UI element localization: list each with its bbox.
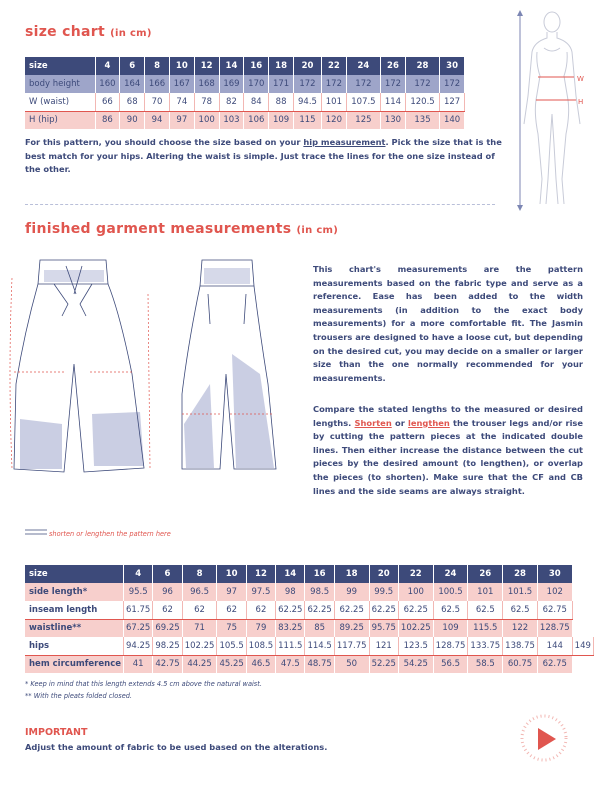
size-header-cell: 22 [321, 57, 346, 75]
table-cell: 102 [537, 583, 572, 601]
table-cell: 120.5 [405, 93, 439, 111]
table-cell: 115 [294, 111, 322, 129]
table-cell: 100 [194, 111, 219, 129]
size-header-cell: 28 [405, 57, 439, 75]
table-header-row [25, 565, 593, 583]
table-cell: 58.5 [468, 655, 503, 673]
important-heading: IMPORTANT [25, 727, 88, 738]
table-cell: 169 [219, 75, 244, 93]
table-cell: 100.5 [433, 583, 468, 601]
size-header-cell: 4 [124, 565, 153, 583]
table-cell: 68 [120, 93, 145, 111]
table-cell: 172 [405, 75, 439, 93]
size-header-cell: 10 [169, 57, 194, 75]
garment-measurements-table [25, 565, 594, 673]
table-cell: 98.5 [305, 583, 334, 601]
row-label: hips [25, 637, 124, 655]
table-cell: 114.5 [305, 637, 334, 655]
garment-title-text: finished garment measurements [25, 221, 292, 237]
size-header-cell: 16 [244, 57, 269, 75]
table-cell: 90 [120, 111, 145, 129]
lengthen-link[interactable]: lengthen [408, 417, 450, 428]
table-cell: 133.75 [468, 637, 503, 655]
table-header-row [25, 57, 465, 75]
table-cell: 82 [219, 93, 244, 111]
table-cell: 86 [95, 111, 120, 129]
table-cell: 62.25 [369, 601, 398, 619]
table-row [25, 655, 593, 673]
table-cell: 46.5 [246, 655, 275, 673]
table-cell: 101 [468, 583, 503, 601]
table-cell: 109 [433, 619, 468, 637]
hip-measurement-link[interactable]: hip measurement [303, 137, 386, 147]
table-cell: 98.25 [153, 637, 182, 655]
table-cell: 96.5 [182, 583, 217, 601]
size-header-cell: 30 [537, 565, 572, 583]
table-cell: 115.5 [468, 619, 503, 637]
size-header-cell: 6 [153, 565, 182, 583]
size-chart-title [25, 24, 152, 40]
size-header-cell: 20 [294, 57, 322, 75]
table-cell: 170 [244, 75, 269, 93]
table-cell: 172 [381, 75, 406, 93]
garment-paragraph-2: Compare the stated lengths to the measured or desired lengths. Shorten or lengthen the trouser legs and/or rise by cutting the pattern pieces at the indicated double lines. Then either increase the distance between the cut pieces by the desired amount (to lengthen), or overlap the pieces (to shorten). Make sure that the CF and CB lines and the side seams are always straight. [313, 404, 583, 496]
table-cell: 95.5 [124, 583, 153, 601]
trouser-front-illustration [4, 254, 154, 482]
size-header-cell: 12 [246, 565, 275, 583]
table-row [25, 75, 465, 93]
table-cell: 62 [153, 601, 182, 619]
size-header-cell: 18 [269, 57, 294, 75]
table-cell: 94 [145, 111, 170, 129]
table-cell: 62.25 [305, 601, 334, 619]
size-chart-unit: (in cm) [110, 28, 152, 39]
waist-marker-label: W [577, 75, 584, 83]
size-header-cell: 26 [468, 565, 503, 583]
brand-logo [514, 708, 574, 768]
table-cell: 74 [169, 93, 194, 111]
table-cell: 62 [246, 601, 275, 619]
table-cell: 97 [217, 583, 246, 601]
size-header-cell: 30 [440, 57, 465, 75]
row-label: side length* [25, 583, 124, 601]
table-cell: 135 [405, 111, 439, 129]
table-cell: 62.75 [537, 655, 572, 673]
table-row [25, 93, 465, 111]
table-cell: 56.5 [433, 655, 468, 673]
table-cell: 138.75 [503, 637, 538, 655]
table-cell: 70 [145, 93, 170, 111]
table-cell: 89.25 [334, 619, 369, 637]
size-header-cell: 28 [503, 565, 538, 583]
table-cell: 99 [334, 583, 369, 601]
table-cell: 102.25 [182, 637, 217, 655]
trouser-back-illustration [164, 254, 284, 482]
size-header-cell: 8 [182, 565, 217, 583]
table-cell: 114 [381, 93, 406, 111]
table-cell: 99.5 [369, 583, 398, 601]
table-row [25, 619, 593, 637]
size-header-label: size [25, 565, 124, 583]
garment-title-unit: (in cm) [296, 225, 339, 236]
table-cell: 83.25 [276, 619, 305, 637]
table-cell: 50 [334, 655, 369, 673]
row-label: waistline** [25, 619, 124, 637]
table-cell: 62.25 [334, 601, 369, 619]
hip-marker-label: H [578, 98, 584, 106]
table-cell: 66 [95, 93, 120, 111]
size-chart-table [25, 57, 465, 129]
table-cell: 101 [321, 93, 346, 111]
table-cell: 172 [346, 75, 380, 93]
table-cell: 164 [120, 75, 145, 93]
table-cell: 78 [194, 93, 219, 111]
table-cell: 140 [440, 111, 465, 129]
row-label: body height [25, 75, 95, 93]
size-chart-title-text: size chart [25, 24, 105, 40]
size-header-cell: 8 [145, 57, 170, 75]
table-cell: 101.5 [503, 583, 538, 601]
size-header-cell: 22 [398, 565, 433, 583]
table-cell: 45.25 [217, 655, 246, 673]
table-cell: 122 [503, 619, 538, 637]
table-cell: 105.5 [217, 637, 246, 655]
size-header-cell: 26 [381, 57, 406, 75]
garment-title [25, 221, 338, 237]
play-icon [538, 728, 556, 750]
table-cell: 121 [369, 637, 398, 655]
table-cell: 61.75 [124, 601, 153, 619]
table-cell: 98 [276, 583, 305, 601]
table-cell: 128.75 [433, 637, 468, 655]
table-cell: 167 [169, 75, 194, 93]
table-cell: 149 [572, 637, 593, 655]
footnote-waistline: ** With the pleats folded closed. [25, 692, 133, 700]
shorten-link[interactable]: Shorten [354, 417, 392, 428]
important-text: Adjust the amount of fabric to be used based on the alterations. [25, 742, 328, 752]
table-cell: 62.5 [468, 601, 503, 619]
table-cell: 172 [294, 75, 322, 93]
table-cell: 130 [381, 111, 406, 129]
size-header-cell: 24 [433, 565, 468, 583]
table-cell: 62.75 [537, 601, 572, 619]
table-cell: 94.25 [124, 637, 153, 655]
size-header-cell: 12 [194, 57, 219, 75]
table-cell: 69.25 [153, 619, 182, 637]
size-header-cell: 4 [95, 57, 120, 75]
table-cell: 41 [124, 655, 153, 673]
table-cell: 94.5 [294, 93, 322, 111]
table-cell: 128.75 [537, 619, 572, 637]
size-header-cell: 18 [334, 565, 369, 583]
table-cell: 96 [153, 583, 182, 601]
table-cell: 120 [321, 111, 346, 129]
table-cell: 47.5 [276, 655, 305, 673]
table-cell: 144 [537, 637, 572, 655]
table-row [25, 637, 593, 655]
table-row [25, 111, 465, 129]
table-cell: 97.5 [246, 583, 275, 601]
table-cell: 109 [269, 111, 294, 129]
table-cell: 100 [398, 583, 433, 601]
size-header-cell: 14 [276, 565, 305, 583]
table-cell: 75 [217, 619, 246, 637]
size-header-cell: 14 [219, 57, 244, 75]
table-cell: 106 [244, 111, 269, 129]
table-cell: 62.5 [433, 601, 468, 619]
table-cell: 54.25 [398, 655, 433, 673]
section-divider [25, 204, 495, 205]
table-cell: 84 [244, 93, 269, 111]
table-cell: 62 [182, 601, 217, 619]
table-cell: 62.25 [398, 601, 433, 619]
size-header-cell: 10 [217, 565, 246, 583]
table-cell: 60.75 [503, 655, 538, 673]
table-cell: 103 [219, 111, 244, 129]
table-cell: 88 [269, 93, 294, 111]
size-header-cell: 20 [369, 565, 398, 583]
table-cell: 71 [182, 619, 217, 637]
table-cell: 52.25 [369, 655, 398, 673]
table-cell: 117.75 [334, 637, 369, 655]
size-header-cell: 16 [305, 565, 334, 583]
table-cell: 44.25 [182, 655, 217, 673]
table-cell: 67.25 [124, 619, 153, 637]
table-row [25, 583, 593, 601]
table-cell: 42.75 [153, 655, 182, 673]
table-cell: 95.75 [369, 619, 398, 637]
footnote-side-length: * Keep in mind that this length extends 4.5 cm above the natural waist. [25, 680, 262, 688]
table-cell: 107.5 [346, 93, 380, 111]
row-label: inseam length [25, 601, 124, 619]
table-cell: 172 [440, 75, 465, 93]
row-label: hem circumference [25, 655, 124, 673]
table-cell: 48.75 [305, 655, 334, 673]
table-cell: 97 [169, 111, 194, 129]
size-header-cell: 6 [120, 57, 145, 75]
row-label: H (hip) [25, 111, 95, 129]
table-cell: 127 [440, 93, 465, 111]
table-cell: 85 [305, 619, 334, 637]
table-cell: 171 [269, 75, 294, 93]
size-chart-instructions: For this pattern, you should choose the size based on your hip measurement. Pick the size that is the best match for your hips. Altering the waist is simple. Just trace the lines for the one size instead of the other. [25, 137, 502, 175]
double-line-legend-icon [25, 528, 47, 536]
table-cell: 166 [145, 75, 170, 93]
row-label: W (waist) [25, 93, 95, 111]
table-cell: 79 [246, 619, 275, 637]
size-header-label: size [25, 57, 95, 75]
garment-paragraph-1: This chart's measurements are the pattern measurements based on the fabric type and serve as a reference. Ease has been added to the width measurements (in addition to the exact body measurements) for a more comfortable fit. The Jasmin trousers are designed to have a loose cut, but depending on the desired cut, you may decide on a smaller or larger size than the one normally recommended for your measurements. [313, 264, 583, 383]
table-cell: 160 [95, 75, 120, 93]
table-cell: 168 [194, 75, 219, 93]
table-cell: 102.25 [398, 619, 433, 637]
table-cell: 62 [217, 601, 246, 619]
table-cell: 62.25 [276, 601, 305, 619]
table-cell: 123.5 [398, 637, 433, 655]
table-cell: 62.5 [503, 601, 538, 619]
table-row [25, 601, 593, 619]
table-cell: 108.5 [246, 637, 275, 655]
table-cell: 125 [346, 111, 380, 129]
double-line-legend-text: shorten or lengthen the pattern here [49, 530, 171, 538]
body-figure-illustration [510, 4, 600, 216]
table-cell: 111.5 [276, 637, 305, 655]
table-cell: 172 [321, 75, 346, 93]
size-header-cell: 24 [346, 57, 380, 75]
